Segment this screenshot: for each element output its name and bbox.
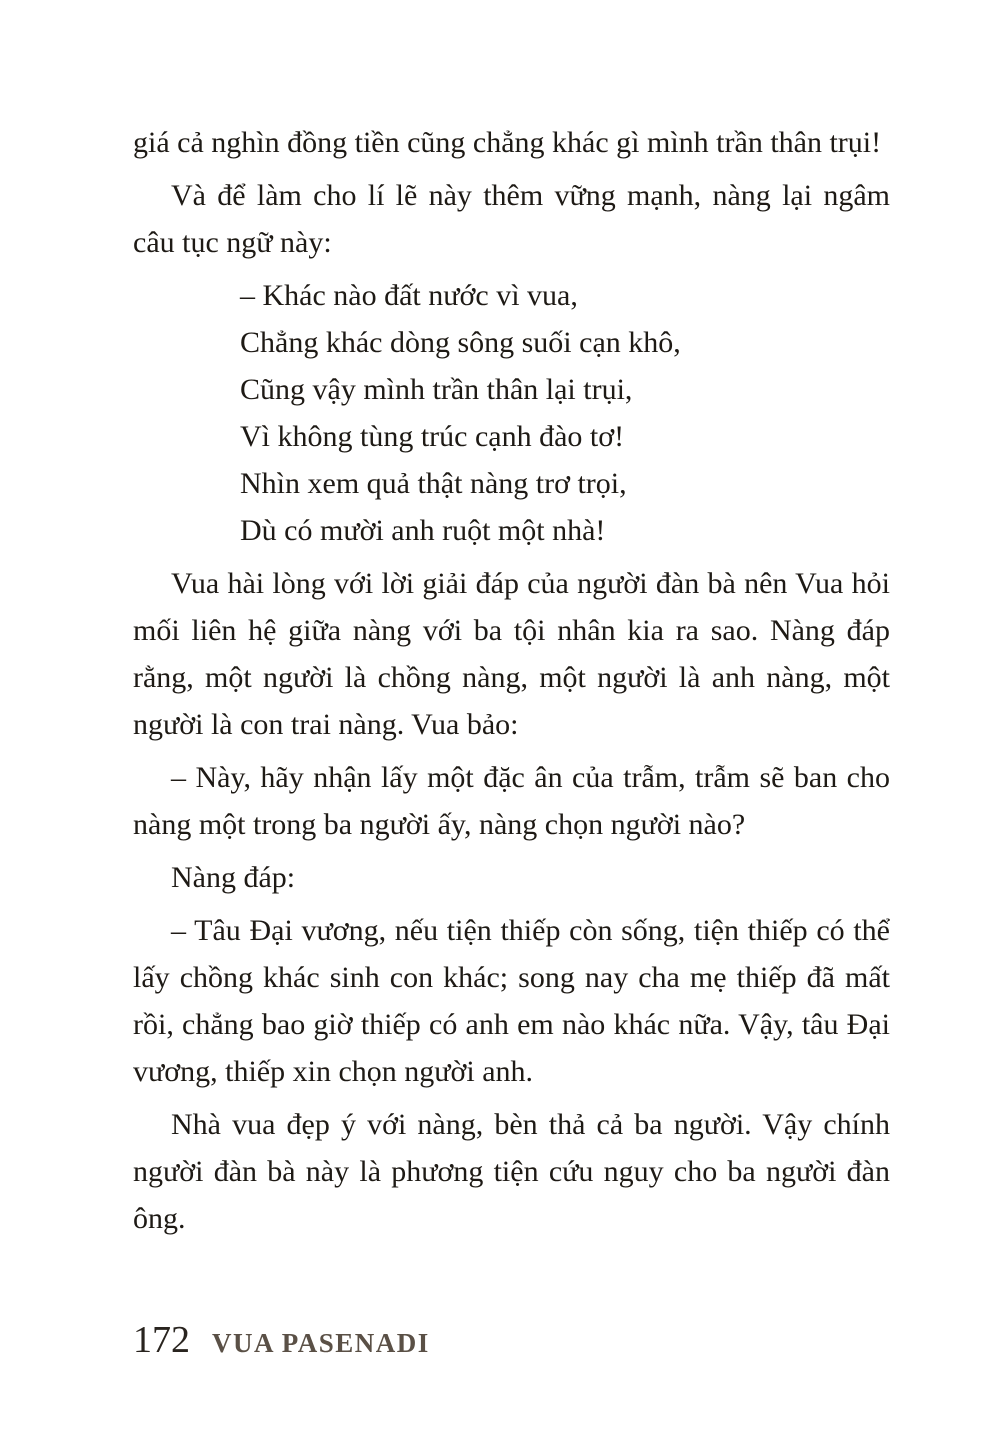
verse-line: Dù có mười anh ruột một nhà! — [240, 514, 606, 547]
paragraph: Nàng đáp: — [171, 861, 296, 894]
verse-line: Cũng vậy mình trần thân lại trụi, — [240, 373, 633, 406]
paragraph-dialogue: – Tâu Đại vương, nếu tiện thiếp còn sống, tiện thiếp có thể lấy chồng khác sinh con khác; song nay cha mẹ thiếp đã mất rồi, chẳng bao giờ thiếp có anh em nào khác nữa. Vậy, tâu Đại vương, thiếp xin chọn người anh. — [133, 914, 890, 1088]
verse-line: – Khác nào đất nước vì vua, — [240, 279, 578, 312]
paragraph: Vua hài lòng với lời giải đáp của người đàn bà nên Vua hỏi mối liên hệ giữa nàng với ba tội nhân kia ra sao. Nàng đáp rằng, một người là chồng nàng, một người là anh nàng, một người là con trai nàng. Vua bảo: — [133, 567, 890, 741]
page-number: 172 — [133, 1319, 190, 1361]
verse-line: Chẳng khác dòng sông suối cạn khô, — [240, 326, 681, 359]
running-title: VUA PASENADI — [212, 1328, 430, 1358]
page-footer — [133, 1318, 430, 1362]
paragraph: Nhà vua đẹp ý với nàng, bèn thả cả ba người. Vậy chính người đàn bà này là phương tiện cứu nguy cho ba người đàn ông. — [133, 1108, 890, 1235]
verse-block — [240, 272, 890, 554]
paragraph-continuation: giá cả nghìn đồng tiền cũng chẳng khác gì mình trần thân trụi! — [133, 126, 882, 159]
paragraph: Và để làm cho lí lẽ này thêm vững mạnh, nàng lại ngâm câu tục ngữ này: — [133, 179, 890, 259]
verse-line: Vì không tùng trúc cạnh đào tơ! — [240, 420, 625, 453]
verse-line: Nhìn xem quả thật nàng trơ trọi, — [240, 467, 627, 500]
paragraph-dialogue: – Này, hãy nhận lấy một đặc ân của trẫm, trẫm sẽ ban cho nàng một trong ba người ấy, nàng chọn người nào? — [133, 761, 890, 841]
